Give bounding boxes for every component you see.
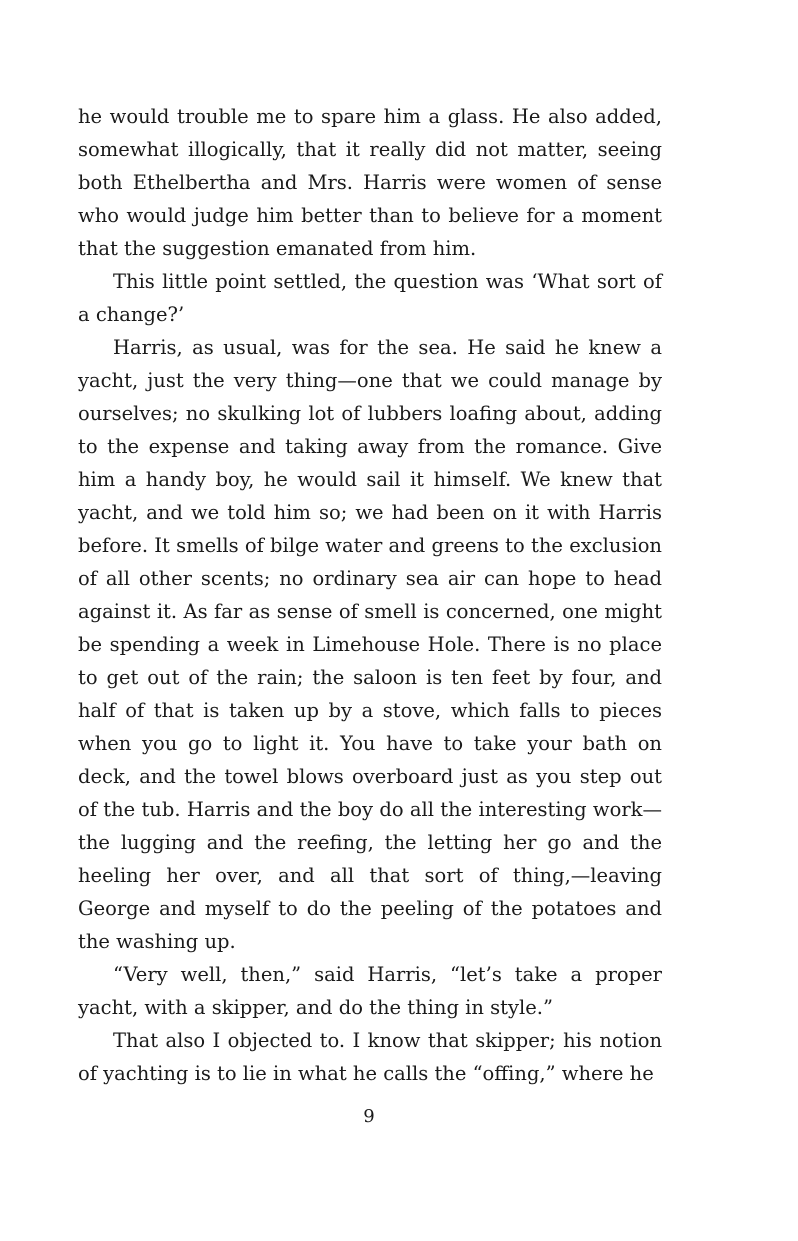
paragraph: Harris, as usual, was for the sea. He said he knew a yacht, just the very thing—one that we could manage by ourselves; no skulking lot of lubbers loafing about, adding to the expense and taking away from the romance. Give him a handy boy, he would sail it himself. We knew that yacht, and we told him so; we had been on it with Harris before. It smells of bilge water and greens to the exclusion of all other scents; no ordinary sea air can hope to head against it. As far as sense of smell is concerned, one might be spending a week in Limehouse Hole. There is no place to get out of the rain; the saloon is ten feet by four, and half of that is taken up by a stove, which falls to pieces when you go to light it. You have to take your bath on deck, and the towel blows overboard just as you step out of the tub. Harris and the boy do all the interesting work—the lugging and the reefing, the letting her go and the heeling her over, and all that sort of thing,—leaving George and myself to do the peeling of the potatoes and the washing up. bbox=[78, 336, 662, 953]
paragraph: That also I objected to. I know that skipper; his notion of yachting is to lie in what he calls the “offing,” where he bbox=[78, 1029, 662, 1085]
page-body bbox=[78, 100, 662, 1090]
paragraph: “Very well, then,” said Harris, “let’s take a proper yacht, with a skipper, and do the thing in style.” bbox=[78, 963, 662, 1019]
page-number: 9 bbox=[363, 1106, 375, 1127]
paragraph: This little point settled, the question was ‘What sort of a change?’ bbox=[78, 270, 662, 326]
paragraph-continued: he would trouble me to spare him a glass. He also added, somewhat illogically, that it really did not matter, seeing both Ethelbertha and Mrs. Harris were women of sense who would judge him better than to believe for a moment that the suggestion emanated from him. bbox=[78, 105, 662, 260]
